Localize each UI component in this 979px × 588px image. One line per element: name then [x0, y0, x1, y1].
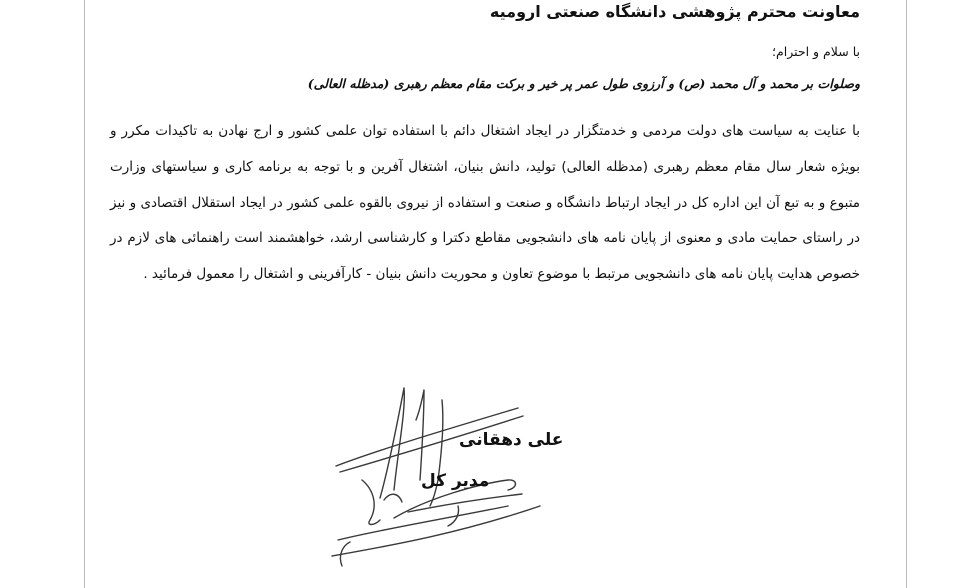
letter-greeting: با سلام و احترام؛	[772, 44, 860, 59]
signatory-name: علی دهقانی	[459, 430, 564, 450]
letter-salutation: وصلوات بر محمد و آل محمد (ص) و آرزوی طول عمر پر خیر و برکت مقام معظم رهبری (مدظله العالی)	[307, 76, 860, 91]
letter-body: با عنایت به سیاست های دولت مردمی و خدمتگزار در ایجاد اشتغال دائم با استفاده توان علمی کشور و ارج نهادن به تاکیدات مکرر و بویژه شعار سال مقام معظم رهبری (مدظله العالی) تولید، دانش بنیان، اشتغال آفرین و با توجه به برنامه کاری و سیاستهای وزارت متبوع و به تبع آن این اداره کل در ایجاد ارتباط دانشگاه و صنعت و استفاده از نیروی بالقوه علمی کشور در ایجاد استقلال اقتصادی و نیز در راستای حمایت مادی و معنوی از پایان نامه های دانشجویی مقاطع دکترا و کارشناسی ارشد، خواهشمند است راهنمائی های لازم در خصوص هدایت پایان نامه های دانشجویی مرتبط با موضوع تعاون و محوریت دانش بنیان - کارآفرینی و اشتغال را معمول فرمائید .	[110, 123, 860, 283]
signatory-title: مدیر کل	[421, 471, 490, 491]
letter-addressee: معاونت محترم پژوهشی دانشگاه صنعتی ارومیه	[489, 2, 860, 21]
